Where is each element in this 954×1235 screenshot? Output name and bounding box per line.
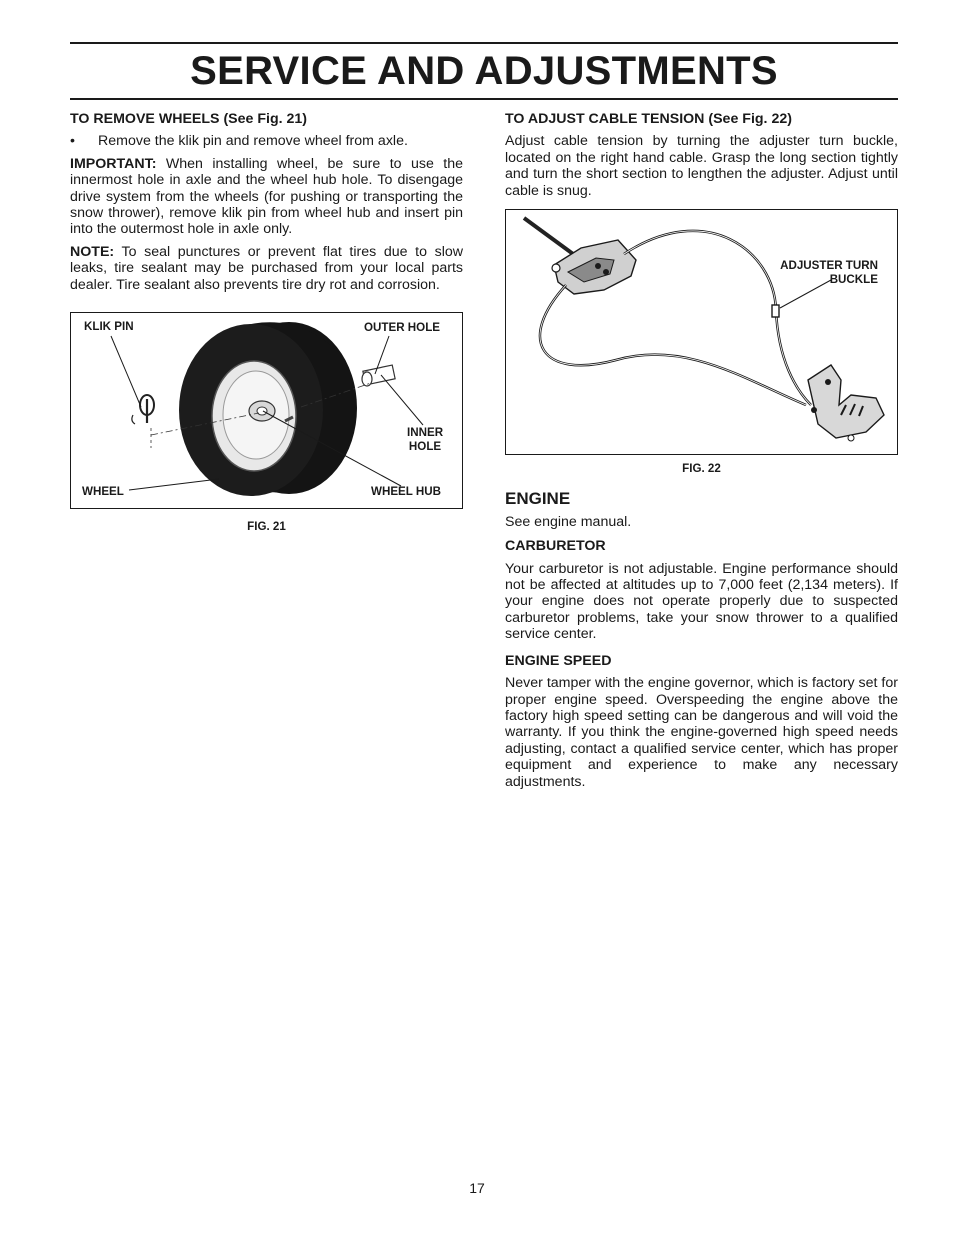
engine-speed-heading: ENGINE SPEED (505, 652, 612, 669)
left-column (70, 111, 463, 535)
carburetor-text: Your carburetor is not adjustable. Engine performance should not be affected at altitudes up to 7,000 feet (2,134 meters). If your engine does not operate properly due to suspected carburetor problems, take your snow thrower to a qualified service center. (505, 560, 898, 643)
wheel-illustration (71, 313, 462, 508)
header-rule-top (70, 42, 898, 44)
label-adjuster-line1: ADJUSTER TURN (780, 259, 878, 273)
note-text: To seal punctures or prevent flat tires due to slow leaks, tire sealant may be purchased from your local parts dealer. Tire sealant also prevents tire dry rot and corrosion. (70, 243, 463, 293)
label-adjuster-line2: BUCKLE (829, 273, 878, 287)
leader-wheel (129, 479, 219, 490)
cable-tension-heading: TO ADJUST CABLE TENSION (See Fig. 22) (505, 111, 792, 127)
note-label: NOTE: (70, 243, 115, 260)
label-klik-pin: KLIK PIN (84, 320, 134, 334)
engine-speed-text: Never tamper with the engine governor, which is factory set for proper engine speed. Overspeeding the engine above the factory high speed setting can be dangerous and will void the warranty. If you think the engine-governed high speed needs adjusting, contact a qualified service center, which has proper equipment and experience to make any necessary adjustments. (505, 675, 898, 790)
leader-klik-pin (111, 336, 141, 407)
cable-tension-text: Adjust cable tension by turning the adjuster turn buckle, located on the right hand cable. Grasp the long section tightly and turn the short section to lengthen the adjuster. Adjust until cable is snug. (505, 133, 898, 199)
label-inner-hole-line2: HOLE (408, 440, 442, 454)
important-text: When installing wheel, be sure to use the innermost hole in axle and the wheel hub hole. To disengage drive system from the wheels (for pushing or transporting the snow thrower), remove klik pin from wheel hub and insert pin into the outermost hole in axle only. (70, 155, 463, 238)
label-outer-hole: OUTER HOLE (364, 321, 441, 335)
label-adjuster-turn-buckle (772, 259, 878, 287)
figure-22-caption: FIG. 22 (682, 462, 721, 476)
turn-buckle-shape (772, 305, 779, 317)
engine-text: See engine manual. (505, 513, 632, 530)
engine-heading: ENGINE (505, 489, 571, 509)
label-inner-hole (407, 426, 443, 454)
housing-bolt-left (552, 264, 560, 272)
figure-21-wheel-diagram (70, 312, 463, 509)
page-number: 17 (469, 1180, 485, 1196)
outer-hole-shape (362, 372, 372, 386)
label-wheel: WHEEL (82, 485, 124, 499)
bracket-pivot-shape (848, 435, 854, 441)
important-label: IMPORTANT: (70, 155, 157, 172)
bracket-bolt-bottom (811, 407, 817, 413)
figure-21-caption: FIG. 21 (247, 520, 286, 534)
cable-illustration (506, 210, 897, 454)
remove-wheels-heading: TO REMOVE WHEELS (See Fig. 21) (70, 111, 308, 127)
page-title: SERVICE AND ADJUSTMENTS (190, 49, 778, 93)
bullet-text: Remove the klik pin and remove wheel from axle. (98, 133, 408, 150)
housing-bolt-right (603, 269, 609, 275)
right-hand-cable-shape (624, 231, 811, 405)
bullet-dot: • (70, 133, 75, 150)
housing-bolt-center (595, 263, 601, 269)
note-paragraph (70, 244, 463, 293)
important-paragraph (70, 156, 463, 238)
right-column (505, 111, 898, 790)
carburetor-heading: CARBURETOR (505, 538, 606, 555)
bracket-bolt-top (825, 379, 831, 385)
label-inner-hole-line1: INNER (407, 426, 444, 440)
drive-bracket-shape (808, 365, 884, 438)
left-hand-cable-highlight (540, 285, 806, 405)
leader-inner-hole (381, 375, 423, 425)
hub-hole-shape (257, 407, 267, 415)
label-wheel-hub: WHEEL HUB (371, 485, 441, 499)
header-rule-bottom (70, 98, 898, 100)
klik-pin-rotate-arrow (132, 415, 135, 424)
figure-22-cable-diagram (505, 209, 898, 455)
remove-wheel-bullet (70, 133, 463, 149)
right-hand-cable-highlight (624, 231, 811, 405)
